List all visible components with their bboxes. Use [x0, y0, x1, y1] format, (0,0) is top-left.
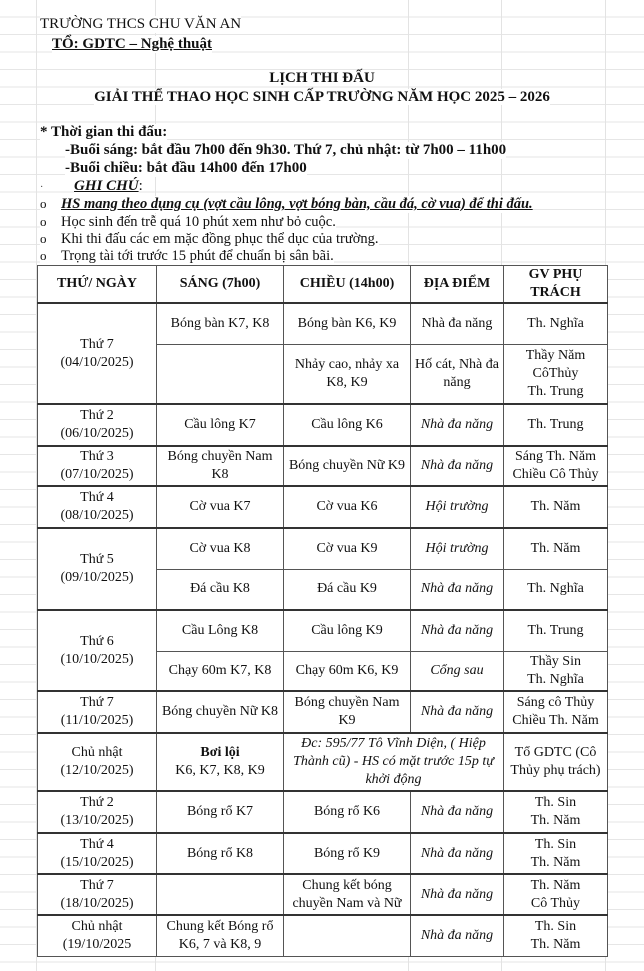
day-date: (07/10/2025) — [60, 467, 134, 482]
day-cell — [38, 610, 157, 691]
day-date: (13/10/2025) — [60, 813, 134, 828]
table-header-row — [38, 266, 608, 304]
table-row — [38, 404, 608, 446]
afternoon-cell: Bóng chuyền Nữ K9 — [284, 446, 411, 486]
cell-line: CôThủy — [532, 365, 579, 381]
event-classes: K6, K7, K8, K9 — [175, 763, 265, 778]
schedule-table — [37, 265, 608, 957]
school-name: TRƯỜNG THCS CHU VĂN AN — [40, 16, 242, 32]
table-row — [38, 833, 608, 874]
teacher-cell — [504, 344, 608, 404]
day-name: Thứ 7 — [80, 877, 114, 893]
schedule-body — [38, 303, 608, 956]
day-cell — [38, 486, 157, 528]
circle-bullet-icon: o — [40, 196, 47, 211]
day-name: Thứ 2 — [80, 795, 114, 810]
day-name: Thứ 7 — [80, 695, 114, 710]
circle-bullet-icon: o — [40, 248, 47, 263]
teacher-cell — [504, 733, 608, 791]
day-cell — [38, 303, 157, 404]
location-cell: Nhà đa năng — [411, 610, 504, 651]
day-name: Thứ 5 — [80, 552, 114, 567]
morning-cell: Bóng rổ K8 — [157, 833, 284, 874]
column-header-morning: SÁNG (7h00) — [157, 266, 284, 304]
cell-line: Th. Năm — [530, 540, 581, 556]
table-row — [38, 446, 608, 486]
day-cell — [38, 446, 157, 486]
teacher-cell — [504, 915, 608, 956]
afternoon-cell: Bóng bàn K6, K9 — [284, 303, 411, 344]
afternoon-cell: Đá cầu K9 — [284, 569, 411, 610]
day-name: Thứ 6 — [80, 633, 114, 649]
location-cell: Cổng sau — [411, 651, 504, 691]
day-name: Thứ 4 — [80, 490, 114, 505]
circle-bullet-icon: o — [40, 231, 47, 246]
location-cell: Nhà đa năng — [411, 833, 504, 874]
location-cell: Hố cát, Nhà đa năng — [411, 344, 504, 404]
table-row — [38, 528, 608, 569]
day-name: Chủ nhật — [71, 918, 123, 934]
table-row — [38, 915, 608, 956]
teacher-cell — [504, 528, 608, 569]
table-row — [38, 874, 608, 915]
location-cell: Nhà đa năng — [411, 791, 504, 833]
cell-line: Th. Năm — [530, 499, 581, 514]
note-item — [40, 196, 533, 213]
document-subtitle — [0, 89, 644, 106]
document-title — [0, 70, 644, 87]
morning-cell: Bóng chuyền Nữ K8 — [157, 691, 284, 733]
teacher-cell — [504, 610, 608, 651]
column-header-teacher: GV PHỤ TRÁCH — [504, 266, 608, 304]
day-date: (18/10/2025) — [60, 895, 134, 911]
table-row — [38, 691, 608, 733]
morning-cell — [157, 733, 284, 791]
day-date: (09/10/2025) — [60, 570, 134, 585]
location-cell: Nhà đa năng — [411, 446, 504, 486]
time-heading: * Thời gian thi đấu: — [40, 124, 168, 140]
afternoon-cell: Nhảy cao, nhảy xa K8, K9 — [284, 344, 411, 404]
day-cell — [38, 791, 157, 833]
day-date: (15/10/2025) — [60, 854, 134, 870]
notes-heading-suffix: : — [138, 178, 143, 194]
time-afternoon: -Buổi chiều: bắt đầu 14h00 đến 17h00 — [65, 160, 307, 176]
teacher-cell — [504, 486, 608, 528]
cell-line: Th. Nghĩa — [527, 581, 584, 597]
teacher-cell — [504, 303, 608, 344]
morning-cell: Bóng rổ K7 — [157, 791, 284, 833]
note-item — [40, 231, 379, 248]
morning-cell: Bóng bàn K7, K8 — [157, 303, 284, 344]
cell-line: Th. Sin — [534, 836, 577, 852]
table-row — [38, 733, 608, 791]
morning-cell: Cầu Lông K8 — [157, 610, 284, 651]
circle-bullet-icon: o — [40, 214, 47, 229]
location-cell: Nhà đa năng — [411, 691, 504, 733]
day-cell — [38, 528, 157, 610]
note-item — [40, 214, 336, 231]
day-date: (19/10/2025 — [62, 936, 132, 952]
teacher-cell — [504, 569, 608, 610]
day-cell — [38, 733, 157, 791]
day-name: Thứ 4 — [80, 836, 114, 852]
cell-line: Sáng cô Thủy — [516, 695, 595, 710]
morning-cell — [157, 344, 284, 404]
teacher-cell — [504, 833, 608, 874]
table-row — [38, 610, 608, 651]
note-text: HS mang theo dụng cụ (vợt cầu lông, vợt bóng bàn, cầu đá, cờ vua) để thi đấu. — [61, 196, 533, 212]
afternoon-cell: Bóng rổ K6 — [284, 791, 411, 833]
morning-cell: Chạy 60m K7, K8 — [157, 651, 284, 691]
afternoon-cell: Bóng rổ K9 — [284, 833, 411, 874]
location-cell: Nhà đa năng — [411, 915, 504, 956]
table-row — [38, 791, 608, 833]
afternoon-cell: Cờ vua K6 — [284, 486, 411, 528]
notes-heading-row — [40, 178, 143, 195]
day-date: (08/10/2025) — [60, 508, 134, 523]
morning-cell: Bóng chuyền Nam K8 — [157, 446, 284, 486]
morning-cell: Cầu lông K7 — [157, 404, 284, 446]
day-cell — [38, 874, 157, 915]
table-row — [38, 303, 608, 344]
cell-line: Th. Trung — [527, 417, 584, 432]
cell-line: Th. Nghĩa — [527, 315, 584, 331]
cell-line: Th. Trung — [527, 622, 584, 638]
address-cell: Đc: 595/77 Tô Vĩnh Diện, ( Hiệp Thành cũ) - HS có mặt trước 15p tự khởi động — [284, 733, 504, 791]
note-text: Khi thi đấu các em mặc đồng phục thể dục của trường. — [61, 231, 379, 247]
notes-heading: GHI CHÚ — [74, 178, 139, 194]
afternoon-cell: Bóng chuyền Nam K9 — [284, 691, 411, 733]
note-text: Học sinh đến trễ quá 10 phút xem như bỏ cuộc. — [61, 214, 336, 230]
day-cell — [38, 833, 157, 874]
cell-line: Th. Năm — [530, 877, 581, 893]
location-cell: Hội trường — [411, 486, 504, 528]
morning-cell: Cờ vua K8 — [157, 528, 284, 569]
day-name: Thứ 2 — [80, 408, 114, 423]
location-cell: Nhà đa năng — [411, 569, 504, 610]
afternoon-cell: Chạy 60m K6, K9 — [284, 651, 411, 691]
morning-cell: Đá cầu K8 — [157, 569, 284, 610]
location-cell: Hội trường — [411, 528, 504, 569]
day-cell — [38, 404, 157, 446]
column-header-day: THỨ/ NGÀY — [38, 266, 157, 304]
document-title-text: LỊCH THI ĐẤU — [269, 70, 375, 86]
day-date: (06/10/2025) — [60, 426, 134, 441]
cell-line: Chiều Th. Năm — [512, 713, 599, 728]
afternoon-cell: Cờ vua K9 — [284, 528, 411, 569]
note-text: Trọng tài tới trước 15 phút để chuẩn bị sân bãi. — [61, 248, 334, 264]
day-name: Thứ 3 — [80, 449, 114, 464]
day-name: Chủ nhật — [71, 745, 123, 760]
location-cell: Nhà đa năng — [411, 303, 504, 344]
bullet-dot-icon: · — [40, 182, 44, 193]
document-subtitle-text: GIẢI THỂ THAO HỌC SINH CẤP TRƯỜNG NĂM HỌC 2025 – 2026 — [94, 89, 550, 105]
department-name: TỔ: GDTC – Nghệ thuật — [52, 36, 213, 52]
day-date: (11/10/2025) — [60, 713, 134, 728]
afternoon-cell: Chung kết bóng chuyền Nam và Nữ — [284, 874, 411, 915]
note-item — [40, 248, 334, 265]
event-title: Bơi lội — [200, 745, 240, 760]
day-date: (12/10/2025) — [60, 763, 134, 778]
cell-line: Th. Năm — [530, 936, 581, 952]
column-header-location: ĐỊA ĐIỂM — [411, 266, 504, 304]
cell-line: Th. Năm — [530, 813, 581, 828]
time-morning: -Buổi sáng: bắt đầu 7h00 đến 9h30. Thứ 7, chủ nhật: từ 7h00 – 11h00 — [65, 142, 507, 158]
table-row — [38, 486, 608, 528]
teacher-cell — [504, 691, 608, 733]
day-cell — [38, 915, 157, 956]
afternoon-cell — [284, 915, 411, 956]
afternoon-cell: Cầu lông K6 — [284, 404, 411, 446]
cell-line: Th. Nghĩa — [527, 671, 584, 687]
cell-line: Th. Sin — [534, 795, 577, 810]
location-cell: Nhà đa năng — [411, 874, 504, 915]
day-cell — [38, 691, 157, 733]
teacher-cell — [504, 446, 608, 486]
teacher-cell — [504, 651, 608, 691]
teacher-cell — [504, 791, 608, 833]
morning-cell — [157, 874, 284, 915]
cell-line: Th. Trung — [527, 383, 584, 399]
cell-line: Sáng Th. Năm — [514, 449, 596, 464]
day-name: Thứ 7 — [80, 336, 114, 352]
cell-line: Cô Thủy — [530, 895, 581, 911]
cell-line: Chiều Cô Thủy — [512, 467, 599, 482]
cell-line: Tổ GDTC (Cô Thủy phụ trách) — [510, 745, 601, 778]
day-date: (10/10/2025) — [60, 651, 134, 667]
morning-cell: Chung kết Bóng rổ K6, 7 và K8, 9 — [157, 915, 284, 956]
cell-line: Thầy Năm — [525, 347, 586, 363]
day-date: (04/10/2025) — [60, 354, 134, 370]
column-header-afternoon: CHIỀU (14h00) — [284, 266, 411, 304]
morning-cell: Cờ vua K7 — [157, 486, 284, 528]
cell-line: Th. Sin — [534, 918, 577, 934]
afternoon-cell: Cầu lông K9 — [284, 610, 411, 651]
location-cell: Nhà đa năng — [411, 404, 504, 446]
teacher-cell — [504, 874, 608, 915]
cell-line: Th. Năm — [530, 854, 581, 870]
teacher-cell — [504, 404, 608, 446]
cell-line: Thầy Sin — [530, 653, 581, 669]
